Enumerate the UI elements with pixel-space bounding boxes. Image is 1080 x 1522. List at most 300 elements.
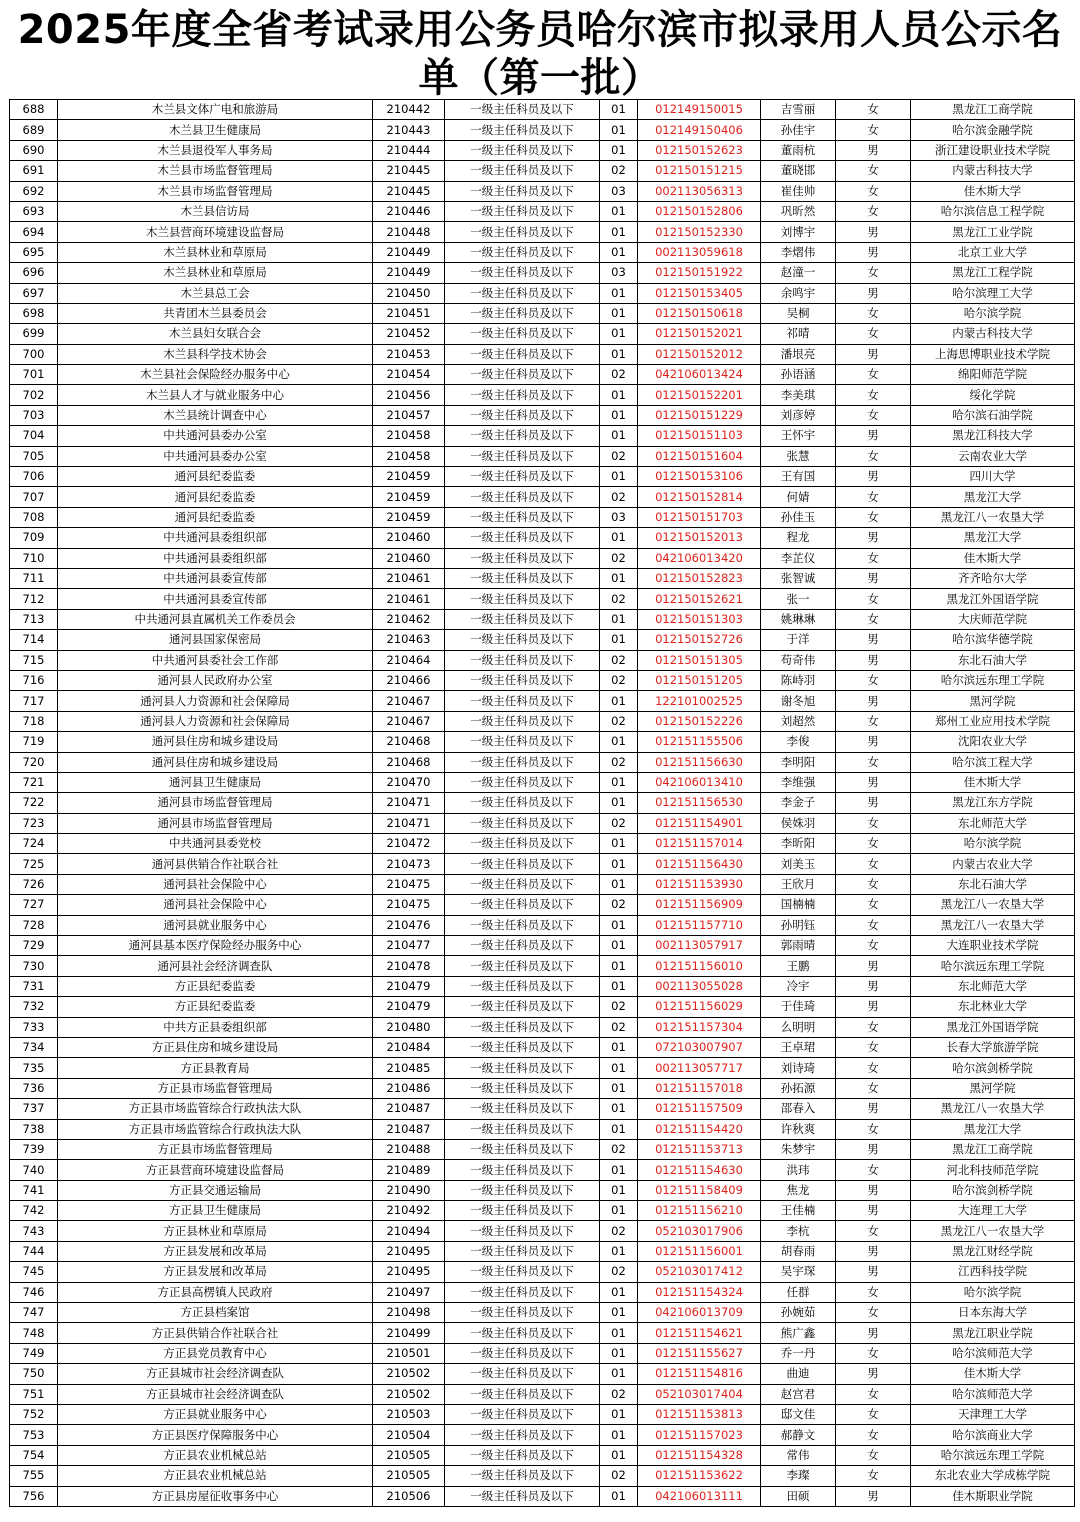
unit-name: 方正县供销合作社联合社 (58, 1323, 373, 1343)
school: 哈尔滨石油学院 (911, 405, 1075, 425)
school: 黑河学院 (911, 1078, 1075, 1098)
row-index: 714 (10, 630, 58, 650)
row-index: 731 (10, 976, 58, 996)
ticket-number: 012150152814 (638, 487, 761, 507)
candidate-name: 余鸣宇 (761, 283, 836, 303)
position-seq: 01 (600, 976, 638, 996)
gender: 男 (836, 650, 911, 670)
table-row (10, 446, 1075, 466)
position-level: 一级主任科员及以下 (445, 874, 600, 894)
row-index: 718 (10, 711, 58, 731)
row-index: 747 (10, 1303, 58, 1323)
table-row (10, 324, 1075, 344)
table-row (10, 1323, 1075, 1343)
table-row (10, 1282, 1075, 1302)
school: 黑龙江外国语学院 (911, 589, 1075, 609)
position-seq: 01 (600, 201, 638, 221)
candidate-name: 何婧 (761, 487, 836, 507)
position-level: 一级主任科员及以下 (445, 1384, 600, 1404)
school: 沈阳农业大学 (911, 732, 1075, 752)
table-row (10, 283, 1075, 303)
position-level: 一级主任科员及以下 (445, 446, 600, 466)
position-level: 一级主任科员及以下 (445, 589, 600, 609)
position-level: 一级主任科员及以下 (445, 1119, 600, 1139)
row-index: 698 (10, 303, 58, 323)
position-code: 210471 (373, 813, 445, 833)
unit-name: 方正县城市社会经济调查队 (58, 1384, 373, 1404)
candidate-name: 李芷仪 (761, 548, 836, 568)
position-seq: 01 (600, 303, 638, 323)
row-index: 704 (10, 426, 58, 446)
position-level: 一级主任科员及以下 (445, 100, 600, 120)
gender: 女 (836, 813, 911, 833)
position-code: 210448 (373, 222, 445, 242)
position-code: 210452 (373, 324, 445, 344)
school: 黑龙江八一农垦大学 (911, 915, 1075, 935)
position-code: 210487 (373, 1119, 445, 1139)
candidate-name: 刘美玉 (761, 854, 836, 874)
position-code: 210463 (373, 630, 445, 650)
position-level: 一级主任科员及以下 (445, 365, 600, 385)
candidate-name: 谢冬旭 (761, 691, 836, 711)
school: 黑龙江大学 (911, 1119, 1075, 1139)
unit-name: 方正县医疗保障服务中心 (58, 1425, 373, 1445)
table-row (10, 242, 1075, 262)
position-seq: 01 (600, 1241, 638, 1261)
unit-name: 通河县人民政府办公室 (58, 670, 373, 690)
table-row (10, 650, 1075, 670)
position-seq: 01 (600, 936, 638, 956)
row-index: 715 (10, 650, 58, 670)
ticket-number: 012150152823 (638, 568, 761, 588)
candidate-name: 于洋 (761, 630, 836, 650)
ticket-number: 012151156530 (638, 793, 761, 813)
position-code: 210464 (373, 650, 445, 670)
gender: 女 (836, 1343, 911, 1363)
gender: 男 (836, 467, 911, 487)
position-seq: 01 (600, 1445, 638, 1465)
school: 绥化学院 (911, 385, 1075, 405)
position-level: 一级主任科员及以下 (445, 997, 600, 1017)
candidate-name: 王鹏 (761, 956, 836, 976)
table-row (10, 1160, 1075, 1180)
school: 哈尔滨剑桥学院 (911, 1058, 1075, 1078)
unit-name: 木兰县妇女联合会 (58, 324, 373, 344)
gender: 男 (836, 1323, 911, 1343)
table-row (10, 1384, 1075, 1404)
school: 东北师范大学 (911, 813, 1075, 833)
position-code: 210503 (373, 1405, 445, 1425)
row-index: 693 (10, 201, 58, 221)
position-seq: 01 (600, 691, 638, 711)
ticket-number: 002113057917 (638, 936, 761, 956)
position-code: 210479 (373, 976, 445, 996)
position-code: 210459 (373, 467, 445, 487)
ticket-number: 012151157304 (638, 1017, 761, 1037)
row-index: 739 (10, 1139, 58, 1159)
candidate-name: 么明明 (761, 1017, 836, 1037)
row-index: 689 (10, 120, 58, 140)
school: 天津理工大学 (911, 1405, 1075, 1425)
row-index: 728 (10, 915, 58, 935)
position-seq: 01 (600, 874, 638, 894)
candidate-name: 张慧 (761, 446, 836, 466)
position-level: 一级主任科员及以下 (445, 1180, 600, 1200)
ticket-number: 012151153713 (638, 1139, 761, 1159)
gender: 女 (836, 1466, 911, 1486)
position-level: 一级主任科员及以下 (445, 834, 600, 854)
position-code: 210444 (373, 140, 445, 160)
position-seq: 01 (600, 1364, 638, 1384)
position-level: 一级主任科员及以下 (445, 1343, 600, 1363)
unit-name: 中共通河县委宣传部 (58, 568, 373, 588)
position-seq: 02 (600, 446, 638, 466)
unit-name: 木兰县文体广电和旅游局 (58, 100, 373, 120)
ticket-number: 012150151205 (638, 670, 761, 690)
position-level: 一级主任科员及以下 (445, 630, 600, 650)
row-index: 737 (10, 1099, 58, 1119)
school: 哈尔滨学院 (911, 303, 1075, 323)
position-level: 一级主任科员及以下 (445, 1405, 600, 1425)
unit-name: 方正县农业机械总站 (58, 1466, 373, 1486)
unit-name: 通河县市场监督管理局 (58, 793, 373, 813)
position-code: 210458 (373, 426, 445, 446)
table-row (10, 1303, 1075, 1323)
row-index: 706 (10, 467, 58, 487)
position-level: 一级主任科员及以下 (445, 854, 600, 874)
ticket-number: 012151158409 (638, 1180, 761, 1200)
ticket-number: 012151154328 (638, 1445, 761, 1465)
unit-name: 通河县人力资源和社会保障局 (58, 711, 373, 731)
table-row (10, 711, 1075, 731)
position-level: 一级主任科员及以下 (445, 895, 600, 915)
row-index: 753 (10, 1425, 58, 1445)
unit-name: 通河县国家保密局 (58, 630, 373, 650)
position-seq: 02 (600, 365, 638, 385)
ticket-number: 012151156909 (638, 895, 761, 915)
row-index: 723 (10, 813, 58, 833)
position-level: 一级主任科员及以下 (445, 385, 600, 405)
position-code: 210505 (373, 1445, 445, 1465)
position-level: 一级主任科员及以下 (445, 670, 600, 690)
position-level: 一级主任科员及以下 (445, 263, 600, 283)
unit-name: 木兰县总工会 (58, 283, 373, 303)
table-row (10, 1221, 1075, 1241)
row-index: 716 (10, 670, 58, 690)
candidate-name: 郝静文 (761, 1425, 836, 1445)
position-level: 一级主任科员及以下 (445, 1058, 600, 1078)
gender: 女 (836, 507, 911, 527)
candidate-name: 张智诚 (761, 568, 836, 588)
gender: 男 (836, 242, 911, 262)
school: 黑龙江工商学院 (911, 1139, 1075, 1159)
position-level: 一级主任科员及以下 (445, 793, 600, 813)
ticket-number: 042106013410 (638, 772, 761, 792)
position-level: 一级主任科员及以下 (445, 650, 600, 670)
position-code: 210480 (373, 1017, 445, 1037)
row-index: 701 (10, 365, 58, 385)
position-seq: 01 (600, 1201, 638, 1221)
gender: 女 (836, 895, 911, 915)
school: 东北林业大学 (911, 997, 1075, 1017)
gender: 女 (836, 100, 911, 120)
school: 日本东海大学 (911, 1303, 1075, 1323)
table-row (10, 100, 1075, 120)
table-row (10, 1425, 1075, 1445)
gender: 男 (836, 222, 911, 242)
position-code: 210460 (373, 548, 445, 568)
ticket-number: 012151156630 (638, 752, 761, 772)
table-row (10, 1180, 1075, 1200)
ticket-number: 012151156001 (638, 1241, 761, 1261)
ticket-number: 002113055028 (638, 976, 761, 996)
candidate-name: 祁晴 (761, 324, 836, 344)
ticket-number: 012151156430 (638, 854, 761, 874)
position-level: 一级主任科员及以下 (445, 1160, 600, 1180)
candidate-name: 崔佳帅 (761, 181, 836, 201)
gender: 男 (836, 976, 911, 996)
candidate-name: 李维强 (761, 772, 836, 792)
position-level: 一级主任科员及以下 (445, 976, 600, 996)
school: 江西科技学院 (911, 1262, 1075, 1282)
position-seq: 01 (600, 324, 638, 344)
gender: 女 (836, 711, 911, 731)
ticket-number: 012150151305 (638, 650, 761, 670)
table-row (10, 1017, 1075, 1037)
table-row (10, 528, 1075, 548)
gender: 女 (836, 752, 911, 772)
ticket-number: 012150151922 (638, 263, 761, 283)
row-index: 743 (10, 1221, 58, 1241)
position-seq: 01 (600, 528, 638, 548)
unit-name: 通河县人力资源和社会保障局 (58, 691, 373, 711)
candidate-name: 郭雨晴 (761, 936, 836, 956)
gender: 男 (836, 997, 911, 1017)
ticket-number: 002113059618 (638, 242, 761, 262)
school: 长春大学旅游学院 (911, 1037, 1075, 1057)
position-code: 210502 (373, 1364, 445, 1384)
position-code: 210470 (373, 772, 445, 792)
row-index: 724 (10, 834, 58, 854)
row-index: 712 (10, 589, 58, 609)
candidate-name: 于佳琦 (761, 997, 836, 1017)
unit-name: 方正县教育局 (58, 1058, 373, 1078)
table-row (10, 1364, 1075, 1384)
candidate-name: 陈峙羽 (761, 670, 836, 690)
position-code: 210492 (373, 1201, 445, 1221)
table-row (10, 548, 1075, 568)
position-level: 一级主任科员及以下 (445, 426, 600, 446)
school: 齐齐哈尔大学 (911, 568, 1075, 588)
unit-name: 通河县卫生健康局 (58, 772, 373, 792)
position-seq: 01 (600, 1425, 638, 1445)
table-row (10, 161, 1075, 181)
position-code: 210497 (373, 1282, 445, 1302)
position-level: 一级主任科员及以下 (445, 507, 600, 527)
school: 哈尔滨远东理工学院 (911, 1445, 1075, 1465)
candidate-name: 孙婉茹 (761, 1303, 836, 1323)
table-row (10, 385, 1075, 405)
candidate-name: 姚琳琳 (761, 609, 836, 629)
unit-name: 通河县市场监督管理局 (58, 813, 373, 833)
position-level: 一级主任科员及以下 (445, 405, 600, 425)
position-level: 一级主任科员及以下 (445, 1282, 600, 1302)
row-index: 751 (10, 1384, 58, 1404)
ticket-number: 002113056313 (638, 181, 761, 201)
gender: 女 (836, 1282, 911, 1302)
row-index: 695 (10, 242, 58, 262)
position-level: 一级主任科员及以下 (445, 772, 600, 792)
position-level: 一级主任科员及以下 (445, 1078, 600, 1098)
ticket-number: 012149150406 (638, 120, 761, 140)
table-row (10, 609, 1075, 629)
ticket-number: 012150151303 (638, 609, 761, 629)
unit-name: 木兰县统计调查中心 (58, 405, 373, 425)
ticket-number: 042106013420 (638, 548, 761, 568)
table-row (10, 1262, 1075, 1282)
position-code: 210476 (373, 915, 445, 935)
table-row (10, 140, 1075, 160)
position-seq: 01 (600, 405, 638, 425)
ticket-number: 012150151229 (638, 405, 761, 425)
unit-name: 通河县社会保险中心 (58, 874, 373, 894)
table-row (10, 752, 1075, 772)
ticket-number: 012151156029 (638, 997, 761, 1017)
position-code: 210501 (373, 1343, 445, 1363)
position-seq: 01 (600, 140, 638, 160)
gender: 男 (836, 1262, 911, 1282)
gender: 女 (836, 1445, 911, 1465)
table-row (10, 670, 1075, 690)
unit-name: 方正县营商环境建设监督局 (58, 1160, 373, 1180)
unit-name: 通河县社会保险中心 (58, 895, 373, 915)
table-row (10, 303, 1075, 323)
ticket-number: 012151154630 (638, 1160, 761, 1180)
gender: 女 (836, 1037, 911, 1057)
gender: 男 (836, 283, 911, 303)
position-level: 一级主任科员及以下 (445, 548, 600, 568)
school: 佳木斯大学 (911, 1364, 1075, 1384)
position-level: 一级主任科员及以下 (445, 568, 600, 588)
position-seq: 02 (600, 1466, 638, 1486)
row-index: 703 (10, 405, 58, 425)
ticket-number: 042106013709 (638, 1303, 761, 1323)
position-level: 一级主任科员及以下 (445, 120, 600, 140)
position-level: 一级主任科员及以下 (445, 344, 600, 364)
school: 黑龙江工业学院 (911, 222, 1075, 242)
position-seq: 03 (600, 181, 638, 201)
table-row (10, 854, 1075, 874)
ticket-number: 012150152201 (638, 385, 761, 405)
candidate-name: 王卓珺 (761, 1037, 836, 1057)
table-row (10, 1343, 1075, 1363)
school: 上海思博职业技术学院 (911, 344, 1075, 364)
table-row (10, 1119, 1075, 1139)
table-row (10, 487, 1075, 507)
position-code: 210494 (373, 1221, 445, 1241)
position-seq: 01 (600, 609, 638, 629)
unit-name: 方正县住房和城乡建设局 (58, 1037, 373, 1057)
position-seq: 01 (600, 1058, 638, 1078)
school: 内蒙古农业大学 (911, 854, 1075, 874)
row-index: 736 (10, 1078, 58, 1098)
candidate-name: 李熠伟 (761, 242, 836, 262)
candidate-name: 孙佳宇 (761, 120, 836, 140)
position-seq: 01 (600, 1180, 638, 1200)
ticket-number: 052103017906 (638, 1221, 761, 1241)
candidate-table (9, 99, 1075, 1507)
unit-name: 通河县就业服务中心 (58, 915, 373, 935)
position-code: 210442 (373, 100, 445, 120)
ticket-number: 012151157014 (638, 834, 761, 854)
school: 黑龙江财经学院 (911, 1241, 1075, 1261)
school: 四川大学 (911, 467, 1075, 487)
unit-name: 通河县住房和城乡建设局 (58, 732, 373, 752)
candidate-name: 赵潼一 (761, 263, 836, 283)
school: 哈尔滨商业大学 (911, 1425, 1075, 1445)
gender: 女 (836, 1119, 911, 1139)
unit-name: 通河县社会经济调查队 (58, 956, 373, 976)
unit-name: 木兰县科学技术协会 (58, 344, 373, 364)
row-index: 702 (10, 385, 58, 405)
ticket-number: 002113057717 (638, 1058, 761, 1078)
row-index: 725 (10, 854, 58, 874)
ticket-number: 012150150618 (638, 303, 761, 323)
position-level: 一级主任科员及以下 (445, 1303, 600, 1323)
table-row (10, 997, 1075, 1017)
ticket-number: 012151153622 (638, 1466, 761, 1486)
gender: 女 (836, 936, 911, 956)
school: 哈尔滨学院 (911, 1282, 1075, 1302)
school: 内蒙古科技大学 (911, 324, 1075, 344)
position-level: 一级主任科员及以下 (445, 1364, 600, 1384)
position-code: 210471 (373, 793, 445, 813)
row-index: 755 (10, 1466, 58, 1486)
position-seq: 01 (600, 1099, 638, 1119)
ticket-number: 012151154816 (638, 1364, 761, 1384)
ticket-number: 012151156210 (638, 1201, 761, 1221)
row-index: 694 (10, 222, 58, 242)
position-seq: 01 (600, 854, 638, 874)
position-level: 一级主任科员及以下 (445, 201, 600, 221)
table-row (10, 772, 1075, 792)
unit-name: 方正县市场监管综合行政执法大队 (58, 1099, 373, 1119)
position-level: 一级主任科员及以下 (445, 752, 600, 772)
school: 黑龙江大学 (911, 487, 1075, 507)
position-seq: 02 (600, 1017, 638, 1037)
unit-name: 方正县发展和改革局 (58, 1241, 373, 1261)
unit-name: 方正县市场监督管理局 (58, 1078, 373, 1098)
position-seq: 03 (600, 507, 638, 527)
position-level: 一级主任科员及以下 (445, 711, 600, 731)
school: 哈尔滨师范大学 (911, 1343, 1075, 1363)
school: 北京工业大学 (911, 242, 1075, 262)
table-row (10, 1099, 1075, 1119)
position-code: 210457 (373, 405, 445, 425)
ticket-number: 012151154420 (638, 1119, 761, 1139)
row-index: 745 (10, 1262, 58, 1282)
ticket-number: 012150153106 (638, 467, 761, 487)
unit-name: 方正县纪委监委 (58, 976, 373, 996)
candidate-name: 吴桐 (761, 303, 836, 323)
candidate-name: 王佳楠 (761, 1201, 836, 1221)
position-code: 210475 (373, 874, 445, 894)
row-index: 700 (10, 344, 58, 364)
unit-name: 中共通河县委办公室 (58, 446, 373, 466)
candidate-name: 李璨 (761, 1466, 836, 1486)
position-code: 210475 (373, 895, 445, 915)
ticket-number: 012150153405 (638, 283, 761, 303)
